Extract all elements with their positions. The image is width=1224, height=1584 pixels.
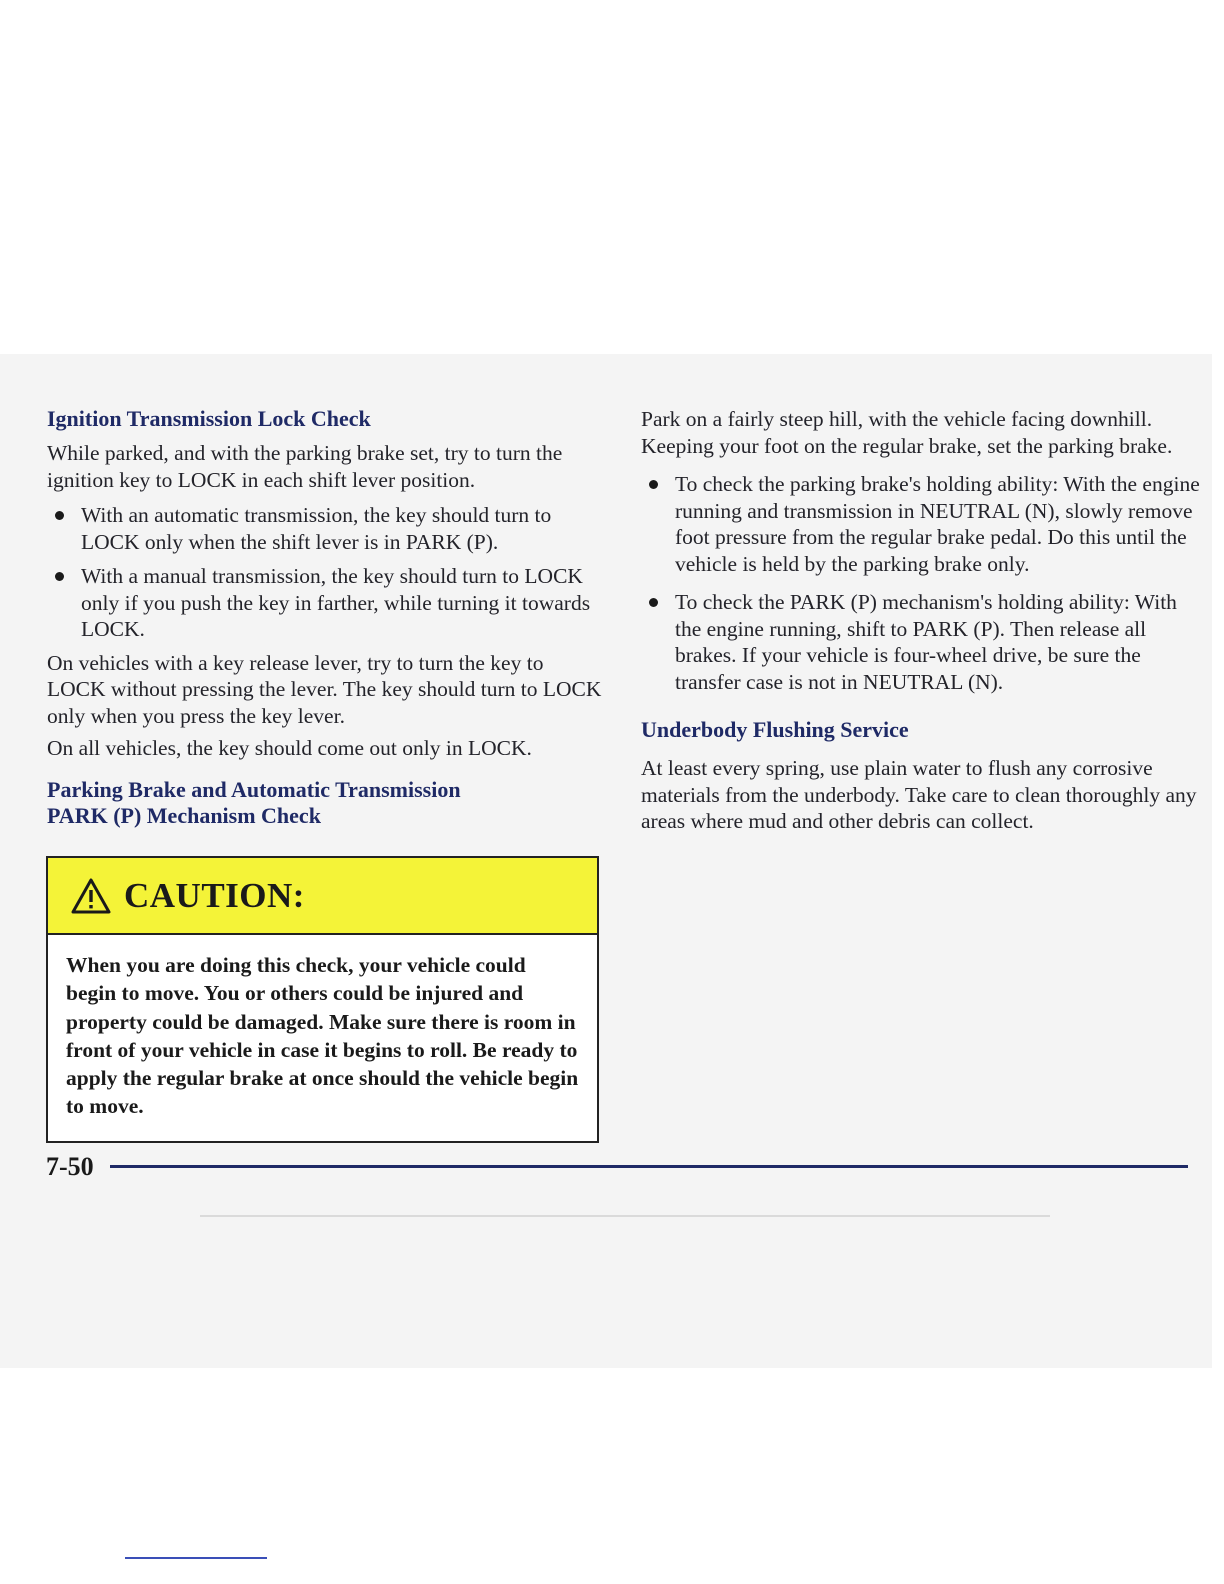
section-heading-parking-brake: Parking Brake and Automatic Transmission PARK (P) Mechanism Check xyxy=(47,776,461,828)
faint-divider xyxy=(200,1215,1050,1217)
bullet-text: To check the PARK (P) mechanism's holding ability: With the engine running, shift to PARK (P). Then release all brakes. If your vehicle is four-wheel drive, be sure the transfer case is not in NEUTRAL (N). xyxy=(675,590,1177,694)
bottom-link-underline[interactable] xyxy=(125,1557,267,1559)
caution-label: CAUTION: xyxy=(124,875,305,915)
bullet-text: With a manual transmission, the key should turn to LOCK only if you push the key in farther, while turning it towards LOCK. xyxy=(81,564,591,641)
caution-text: When you are doing this check, your vehicle could begin to move. You or others could be injured and property could be damaged. Make sure there is room in front of your vehicle in case it begins to roll. Be ready to apply the regular brake at once should the vehicle begin to move. xyxy=(66,953,579,1119)
warning-triangle-icon xyxy=(70,877,112,915)
section-heading-ignition-lock: Ignition Transmission Lock Check xyxy=(47,406,371,431)
bullet-icon xyxy=(55,511,64,520)
bullet-text: To check the parking brake's holding ability: With the engine running and transmission in NEUTRAL (N), slowly remove foot pressure from the regular brake pedal. Do this until the vehicle is held by the parking brake only. xyxy=(675,472,1200,576)
caution-box xyxy=(46,856,599,1143)
right-column xyxy=(641,406,1201,835)
paragraph-underbody: At least every spring, use plain water to flush any corrosive materials from the underbody. Take care to clean thoroughly any areas where mud and other debris can collect. xyxy=(641,756,1197,833)
bullet-item xyxy=(641,471,1201,577)
caution-header xyxy=(48,858,597,935)
bullet-icon xyxy=(649,598,658,607)
bullet-item xyxy=(641,589,1201,695)
paragraph-ignition-intro: While parked, and with the parking brake set, try to turn the ignition key to LOCK in each shift lever position. xyxy=(47,441,563,492)
bullet-text: With an automatic transmission, the key should turn to LOCK only when the shift lever is in PARK (P). xyxy=(81,503,552,554)
paragraph-key-release: On vehicles with a key release lever, try to turn the key to LOCK without pressing the lever. The key should turn to LOCK only when you press the key lever. xyxy=(47,650,602,728)
bullet-item xyxy=(47,502,607,555)
paragraph-all-vehicles: On all vehicles, the key should come out only in LOCK. xyxy=(47,736,532,760)
bullet-item xyxy=(47,563,607,643)
left-column xyxy=(47,406,607,829)
paragraph-steep-hill: Park on a fairly steep hill, with the vehicle facing downhill. Keeping your foot on the regular brake, set the parking brake. xyxy=(641,407,1173,458)
footer-rule xyxy=(110,1165,1188,1168)
section-heading-underbody: Underbody Flushing Service xyxy=(641,717,909,742)
bullet-icon xyxy=(55,572,64,581)
bullet-icon xyxy=(649,480,658,489)
page-number: 7-50 xyxy=(46,1152,94,1181)
